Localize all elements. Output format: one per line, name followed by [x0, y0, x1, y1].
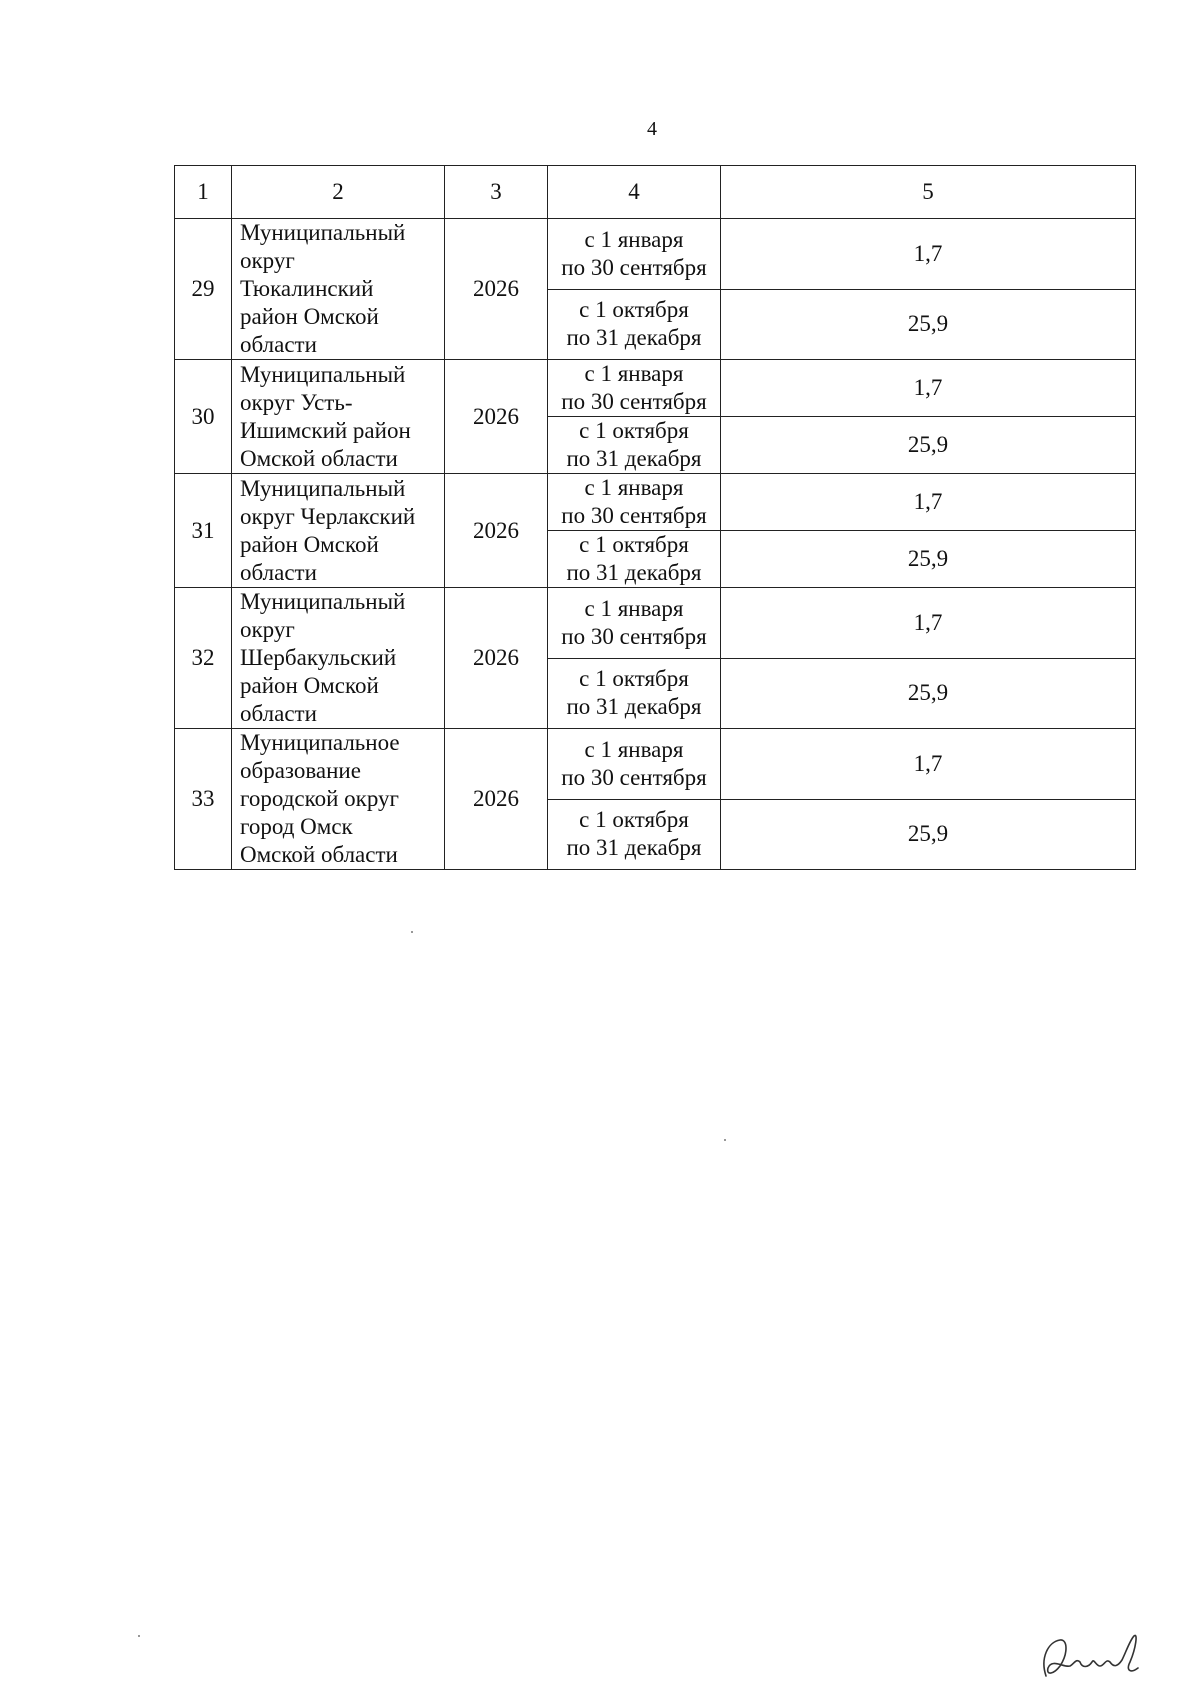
period-line: с 1 октября: [579, 297, 689, 323]
header-col-2: 2: [232, 166, 445, 219]
period-line: по 31 декабря: [566, 325, 702, 351]
municipality-name-line: округ: [240, 617, 295, 642]
stray-dot: [138, 1635, 140, 1637]
row-number: 31: [175, 474, 232, 588]
value-cell: 1,7: [721, 219, 1136, 290]
municipality-name-line: округ Черлакский: [240, 503, 416, 529]
stray-dot: [411, 931, 413, 933]
municipality-name-line: Омской области: [240, 842, 398, 867]
header-col-1: 1: [175, 166, 232, 219]
value-cell: 1,7: [721, 729, 1136, 800]
value-cell: 1,7: [721, 474, 1136, 531]
municipality-name-line: округ Усть-: [240, 389, 353, 415]
table-header-row: [175, 166, 1136, 219]
period-line: с 1 октября: [579, 532, 689, 557]
period-line: с 1 января: [584, 595, 684, 621]
year-cell: 2026: [445, 360, 548, 474]
period-cell: [548, 474, 721, 531]
municipality-name: [232, 474, 445, 588]
row-number: 30: [175, 360, 232, 474]
municipality-name: [232, 588, 445, 729]
period-line: по 30 сентября: [561, 764, 707, 790]
period-line: с 1 января: [584, 226, 684, 252]
municipality-name-line: Ишимский район: [240, 417, 411, 443]
value-cell: 25,9: [721, 417, 1136, 474]
municipality-name-line: Шербакульский: [240, 645, 397, 670]
year-cell: 2026: [445, 729, 548, 870]
period-cell: [548, 588, 721, 659]
municipality-name-line: образование: [240, 758, 361, 783]
period-cell: [548, 799, 721, 870]
period-cell: [548, 360, 721, 417]
value-cell: 1,7: [721, 360, 1136, 417]
period-line: по 30 сентября: [561, 254, 707, 280]
period-line: по 30 сентября: [561, 389, 707, 414]
period-line: по 30 сентября: [561, 503, 707, 528]
header-col-3: 3: [445, 166, 548, 219]
stray-dot: [724, 1139, 726, 1141]
value-cell: 25,9: [721, 658, 1136, 729]
table-row: [175, 729, 1136, 800]
header-col-4: 4: [548, 166, 721, 219]
table-row: [175, 588, 1136, 659]
value-cell: 25,9: [721, 531, 1136, 588]
row-number: 32: [175, 588, 232, 729]
period-cell: [548, 417, 721, 474]
municipality-name: [232, 219, 445, 360]
municipality-name-line: Омской области: [240, 445, 398, 471]
year-cell: 2026: [445, 588, 548, 729]
municipality-name-line: район Омской: [240, 673, 379, 698]
municipality-name: [232, 729, 445, 870]
period-line: с 1 января: [584, 475, 684, 500]
period-line: с 1 октября: [579, 418, 689, 443]
period-line: по 30 сентября: [561, 623, 707, 649]
period-line: с 1 октября: [579, 666, 689, 692]
period-line: по 31 декабря: [566, 694, 702, 720]
period-cell: [548, 289, 721, 360]
table-row: [175, 474, 1136, 531]
municipality-name-line: области: [240, 559, 317, 585]
period-cell: [548, 219, 721, 290]
value-cell: 1,7: [721, 588, 1136, 659]
municipality-name-line: район Омской: [240, 304, 379, 329]
period-line: по 31 декабря: [566, 446, 702, 471]
period-cell: [548, 531, 721, 588]
page-number: 4: [647, 118, 657, 140]
period-cell: [548, 729, 721, 800]
municipality-name-line: области: [240, 332, 317, 357]
row-number: 29: [175, 219, 232, 360]
period-line: по 31 декабря: [566, 560, 702, 585]
table-row: [175, 219, 1136, 290]
municipality-name-line: области: [240, 701, 317, 726]
municipality-name-line: округ: [240, 248, 295, 273]
year-cell: 2026: [445, 219, 548, 360]
period-line: по 31 декабря: [566, 835, 702, 861]
municipality-name: [232, 360, 445, 474]
table-row: [175, 360, 1136, 417]
period-line: с 1 января: [584, 736, 684, 762]
municipality-name-line: Муниципальный: [240, 589, 406, 614]
period-line: с 1 января: [584, 361, 684, 386]
municipality-name-line: город Омск: [240, 814, 353, 839]
municipality-name-line: Муниципальный: [240, 475, 406, 501]
header-col-5: 5: [721, 166, 1136, 219]
municipality-name-line: Муниципальное: [240, 730, 400, 755]
period-line: с 1 октября: [579, 807, 689, 833]
value-cell: 25,9: [721, 289, 1136, 360]
municipality-name-line: район Омской: [240, 531, 379, 557]
municipality-name-line: Муниципальный: [240, 361, 406, 387]
row-number: 33: [175, 729, 232, 870]
municipality-name-line: городской округ: [240, 786, 399, 811]
value-cell: 25,9: [721, 799, 1136, 870]
municipality-name-line: Тюкалинский: [240, 276, 374, 301]
year-cell: 2026: [445, 474, 548, 588]
data-table: [174, 165, 1136, 870]
handwritten-signature-icon: [1034, 1628, 1154, 1684]
municipality-name-line: Муниципальный: [240, 220, 406, 245]
period-cell: [548, 658, 721, 729]
